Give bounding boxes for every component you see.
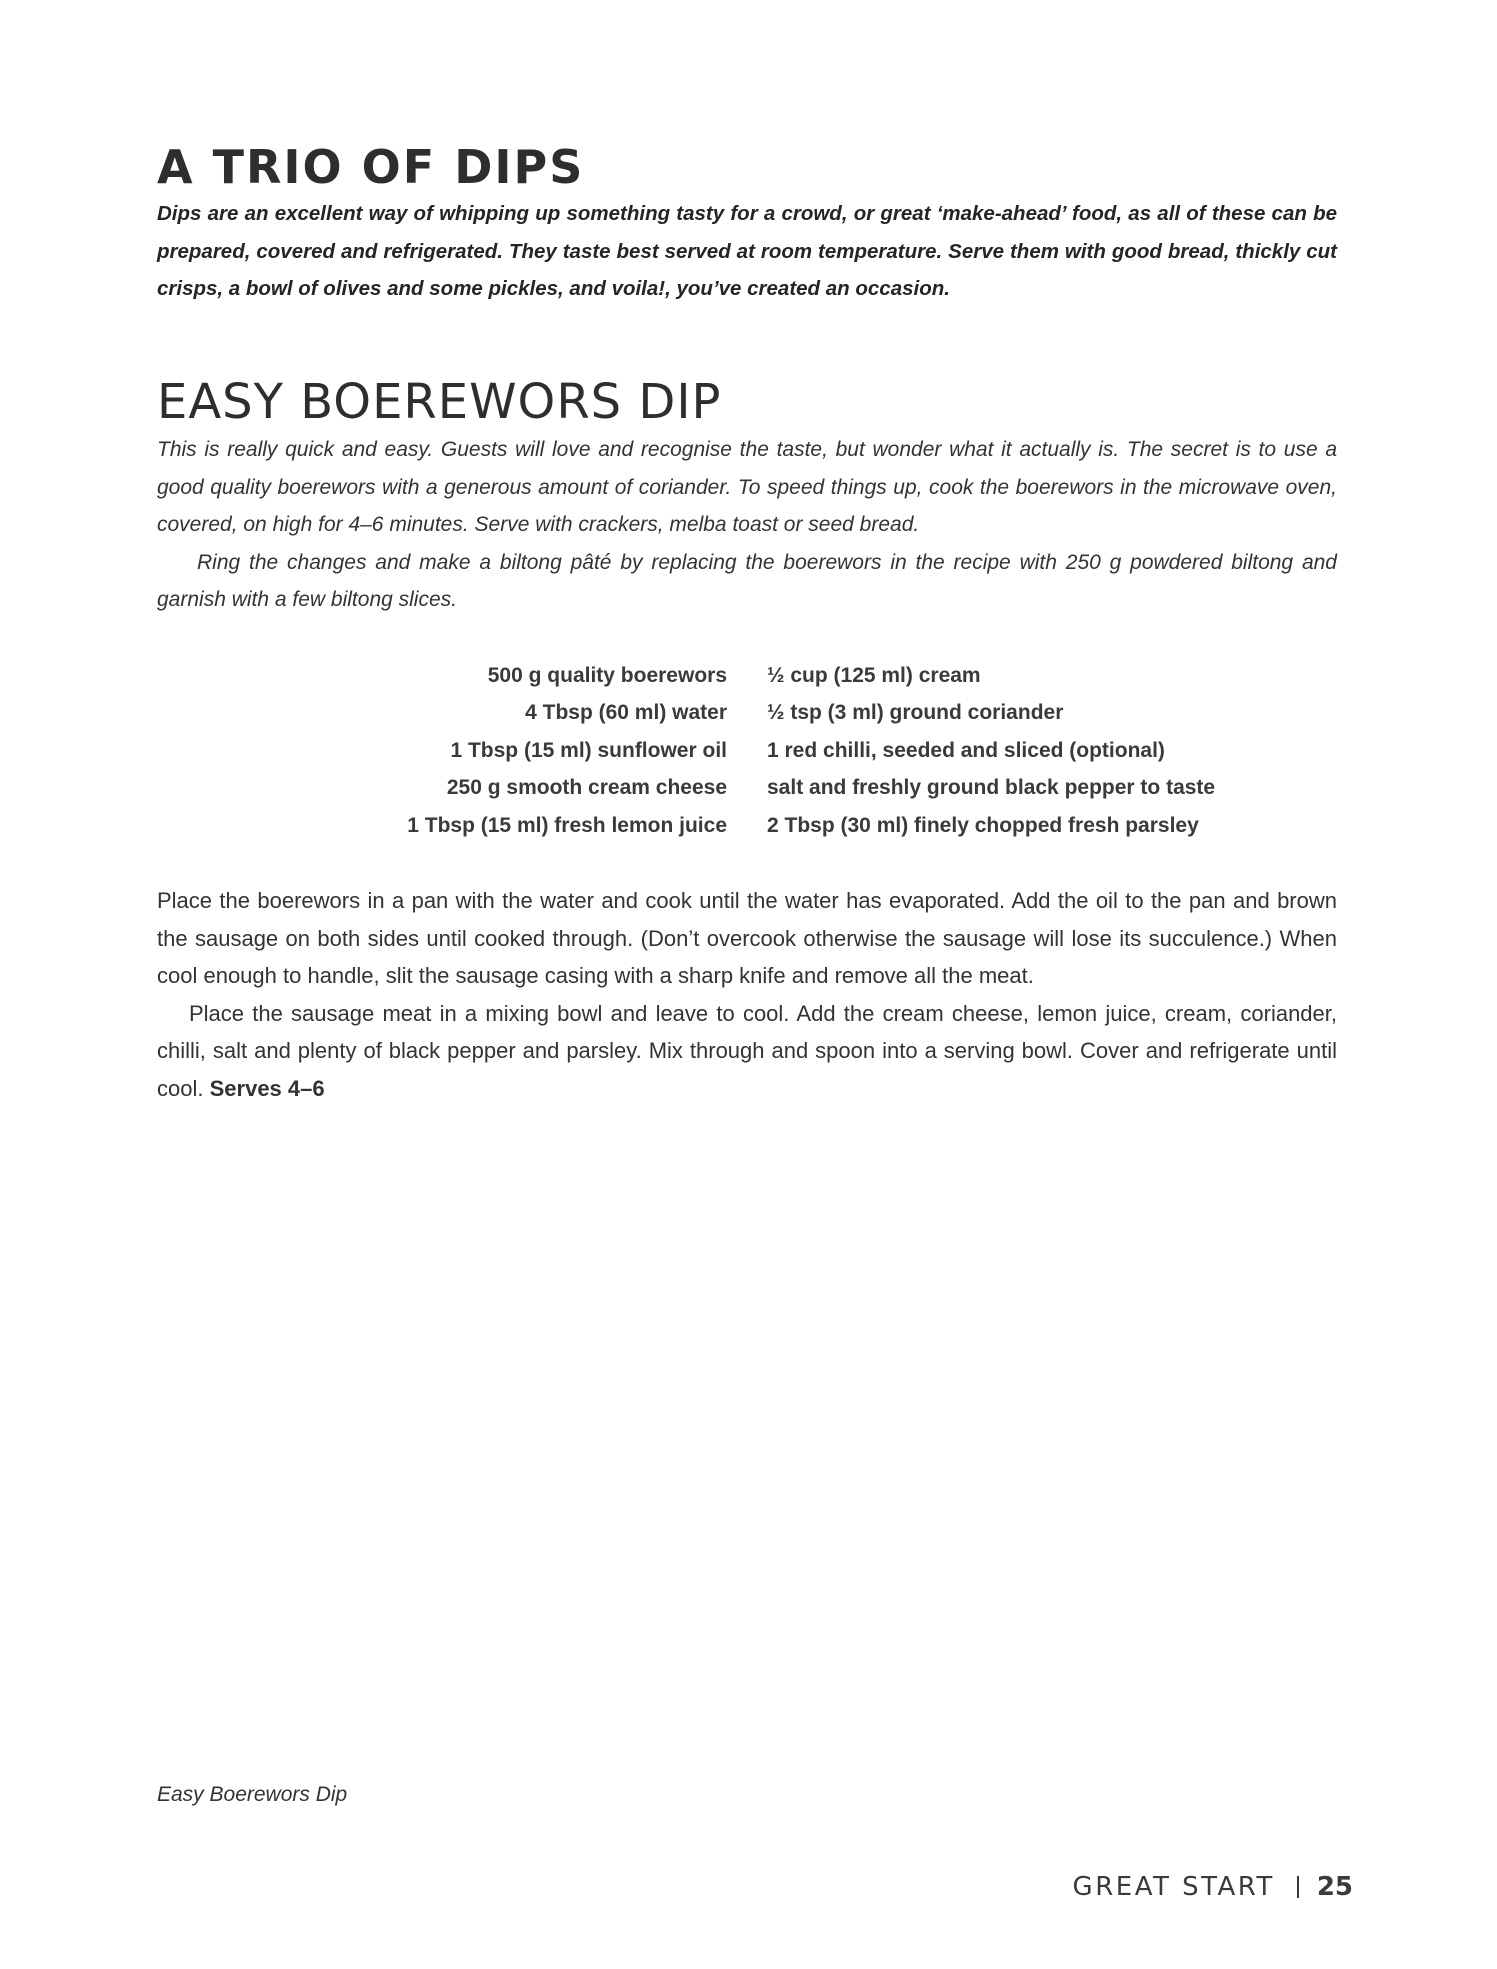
ingredient-item: salt and freshly ground black pepper to taste xyxy=(767,776,1216,800)
ingredient-item: 4 Tbsp (60 ml) water xyxy=(525,701,727,725)
ingredient-item: 1 red chilli, seeded and sliced (optional) xyxy=(767,738,1165,762)
ingredient-item: ½ cup (125 ml) cream xyxy=(767,663,981,687)
ingredient-item: 2 Tbsp (30 ml) finely chopped fresh parsley xyxy=(767,813,1199,837)
section-intro: Dips are an excellent way of whipping up something tasty for a crowd, or great ‘make-ahead’ food, as all of these can be prepared, covered and refrigerated. They taste best served at room temperature. Serve them with good bread, thickly cut crisps, a bowl of olives and some pickles, and voila!, you’ve created an occasion. xyxy=(157,202,1337,301)
recipe-title: EASY BOEREWORS DIP xyxy=(157,373,722,430)
page-footer xyxy=(1073,1872,1353,1902)
ingredients-list xyxy=(157,657,1337,845)
page-content xyxy=(157,140,1337,1107)
serves-label: Serves 4–6 xyxy=(209,1075,325,1101)
recipe-variation: Ring the changes and make a biltong pâté by replacing the boerewors in the recipe with 250 g powdered biltong and garnish with a few biltong slices. xyxy=(157,550,1337,612)
method-step-2 xyxy=(157,995,1337,1108)
ingredient-item: 1 Tbsp (15 ml) sunflower oil xyxy=(450,738,727,762)
method-step-2-text: Place the sausage meat in a mixing bowl and leave to cool. Add the cream cheese, lemon juice, cream, coriander, chilli, salt and plenty of black pepper and parsley. Mix through and spoon into a serving bowl. Cover and refrigerate until cool. xyxy=(157,1000,1337,1101)
footer-divider xyxy=(1297,1876,1299,1898)
ingredient-item: 500 g quality boerewors xyxy=(487,663,727,687)
ingredient-item: ½ tsp (3 ml) ground coriander xyxy=(767,701,1064,725)
ingredients-column-right xyxy=(767,657,1337,845)
ingredients-column-left xyxy=(157,657,767,845)
ingredient-item: 1 Tbsp (15 ml) fresh lemon juice xyxy=(407,813,727,837)
page-number: 25 xyxy=(1316,1872,1353,1902)
recipe-intro: This is really quick and easy. Guests will love and recognise the taste, but wonder what it actually is. The secret is to use a good quality boerewors with a generous amount of coriander. To speed things up, cook the boerewors in the microwave oven, covered, on high for 4–6 minutes. Serve with crackers, melba toast or seed bread. xyxy=(157,438,1337,537)
section-title: A TRIO OF DIPS xyxy=(157,140,585,194)
method-step-1: Place the boerewors in a pan with the water and cook until the water has evaporated. Add the oil to the pan and brown the sausage on both sides until cooked through. (Don’t overcook otherwise the sausage will lose its succulence.) When cool enough to handle, slit the sausage casing with a sharp knife and remove all the meat. xyxy=(157,888,1337,989)
photo-caption: Easy Boerewors Dip xyxy=(157,1783,348,1806)
method-section xyxy=(157,882,1337,1107)
footer-section-name: GREAT START xyxy=(1072,1872,1275,1902)
ingredient-item: 250 g smooth cream cheese xyxy=(446,776,727,800)
